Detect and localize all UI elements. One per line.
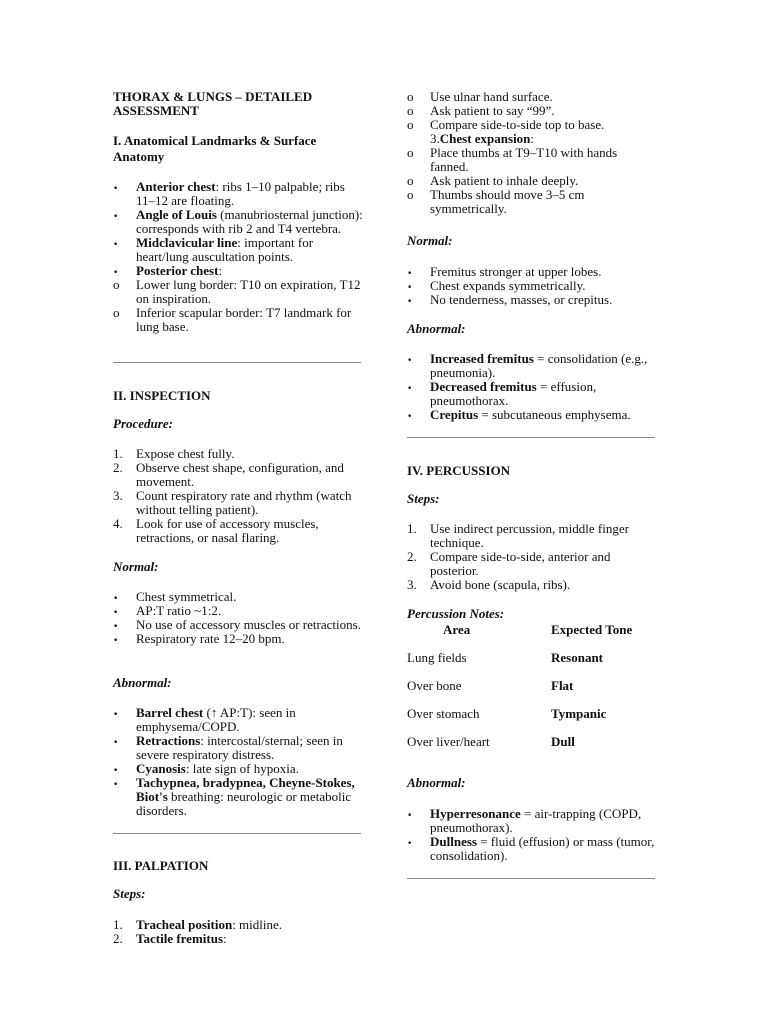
bullet-marker [407,352,412,368]
list-item [407,279,659,293]
list-item-text: Use ulnar hand surface. [430,89,553,104]
table-row [407,679,632,707]
list-item [113,236,365,264]
percussion-steps-list [407,522,659,592]
circle-marker [407,118,414,132]
list-item-text: Respiratory rate 12–20 bpm. [136,631,285,646]
list-item-text: Chest expands symmetrically. [430,278,586,293]
list-item [407,293,659,307]
list-item-text: Thumbs should move 3–5 cm symmetrically. [430,187,585,216]
list-number: 1. [113,446,123,461]
list-item [113,208,365,236]
list-item [407,188,659,216]
list-item-text: Compare side-to-side top to base. [430,117,605,132]
list-item [113,918,365,932]
list-item-bold-term: Posterior chest [136,263,219,278]
circle-marker [407,174,414,188]
table-header-area: Area [443,622,471,637]
list-number: 2. [113,931,123,946]
list-item-bold-term: Midclavicular line [136,235,238,250]
list-item-text: : midline. [232,917,283,932]
list-item [113,180,365,208]
inspection-abnormal-list [113,706,365,818]
list-item-text: Chest symmetrical. [136,589,237,604]
table-cell-area: Over liver/heart [407,734,490,749]
list-item [113,734,365,762]
inspection-normal-list [113,590,365,646]
list-item [113,489,365,517]
list-item [407,408,659,422]
list-item-bold-term: Crepitus [430,407,479,422]
section-4-heading: IV. PERCUSSION [407,463,511,478]
bullet-marker [113,776,118,792]
inspection-abnormal-label: Abnormal: [113,675,172,690]
bullet-marker [407,293,412,309]
divider [407,437,655,438]
bullet-marker [113,734,118,750]
bullet-marker [407,835,412,851]
list-item-text: Observe chest shape, configuration, and movement. [136,460,344,489]
list-item-text: Count respiratory rate and rhythm (watch without telling patient). [136,488,352,517]
title-line-2: ASSESSMENT [113,103,199,118]
list-item-bold-term: Barrel chest [136,705,204,720]
divider [407,878,655,879]
section-1-heading: I. Anatomical Landmarks & Surface Anatomy [113,133,317,164]
list-item-text: Avoid bone (scapula, ribs). [430,577,571,592]
inspection-normal-label: Normal: [113,559,159,574]
table-cell-area: Lung fields [407,650,467,665]
percussion-notes-label: Percussion Notes: [407,606,505,621]
list-item [113,461,365,489]
table-row [407,707,632,735]
list-item-text: = subcutaneous emphysema. [478,407,631,422]
list-item-text: Place thumbs at T9–T10 with hands fanned. [430,145,618,174]
list-number: 1. [407,521,417,536]
list-item-bold-term: Decreased fremitus [430,379,537,394]
list-item-text: No use of accessory muscles or retractions. [136,617,361,632]
list-item [113,762,365,776]
title-line-1: THORAX & LUNGS – DETAILED [113,89,313,104]
palpation-abnormal-label: Abnormal: [407,321,466,336]
list-item [113,604,365,618]
table-cell-tone: Resonant [551,650,604,665]
list-item-text: : [223,931,227,946]
list-item-text: Ask patient to say “99”. [430,103,555,118]
percussion-table [407,623,632,763]
bullet-marker [407,408,412,424]
palpation-abnormal-list [407,352,659,422]
table-cell-tone: Dull [551,734,575,749]
list-item [407,104,659,118]
section-3-heading: III. PALPATION [113,858,209,873]
list-item-text: Ask patient to inhale deeply. [430,173,579,188]
list-number: 2. [113,460,123,475]
list-item [407,522,659,550]
list-item [113,264,365,278]
list-item-bold-term: Angle of Louis [136,207,217,222]
palpation-steps-label: Steps: [113,886,146,901]
list-item [407,118,659,132]
list-item-text: = air-trapping (COPD, pneumothorax). [430,806,642,835]
list-item-bold-term: Tracheal position [136,917,233,932]
list-item [407,578,659,592]
percussion-steps-label: Steps: [407,491,440,506]
list-item [407,174,659,188]
list-item-text: Use indirect percussion, middle finger technique. [430,521,629,550]
procedure-label: Procedure: [113,416,173,431]
list-item [113,306,365,334]
list-item-bold-term: Chest expansion [439,131,531,146]
list-item-text: : [530,131,535,146]
list-item-text: Expose chest fully. [136,446,235,461]
list-item-text: = consolidation (e.g., pneumonia). [430,351,648,380]
circle-marker [407,188,414,202]
list-item-text: Inferior scapular border: T7 landmark for lung base. [136,305,352,334]
table-cell-tone: Flat [551,678,574,693]
list-item-text: Compare side-to-side, anterior and posterior. [430,549,611,578]
table-row [407,651,632,679]
list-number: 3. [430,131,440,146]
list-item [407,146,659,174]
list-item-text: : important for heart/lung auscultation points. [136,235,314,264]
list-item-text: AP:T ratio ~1:2. [136,603,222,618]
bullet-marker [113,632,118,648]
table-cell-area: Over stomach [407,706,480,721]
list-item-text: (↑ AP:T): seen in emphysema/COPD. [136,705,296,734]
bullet-marker [113,208,118,224]
document-title [113,90,312,118]
list-item-text: Look for use of accessory muscles, retractions, or nasal flaring. [136,516,319,545]
list-item-text: : late sign of hypoxia. [185,761,299,776]
list-number: 1. [113,917,123,932]
list-item [407,835,659,863]
list-item-bold-term: Cyanosis [136,761,186,776]
bullet-marker [113,180,118,196]
procedure-list [113,447,365,545]
list-item-text: (manubriosternal junction): corresponds with rib 2 and T4 vertebra. [136,207,363,236]
divider [113,362,361,363]
list-item [407,132,659,146]
list-item [407,550,659,578]
list-item [407,265,659,279]
list-item [407,352,659,380]
list-item [407,90,659,104]
list-item [113,706,365,734]
list-item [113,590,365,604]
list-item-text: Lower lung border: T10 on expiration, T12 on inspiration. [136,277,361,306]
table-row [407,735,632,763]
section-2-heading: II. INSPECTION [113,388,211,403]
list-number: 3. [407,577,417,592]
table-header-row [407,623,632,651]
list-item-bold-term: Hyperresonance [430,806,521,821]
list-item [113,932,365,946]
bullet-marker [113,236,118,252]
list-item-text: = fluid (effusion) or mass (tumor, consolidation). [430,834,655,863]
bullet-marker [407,380,412,396]
divider [113,833,361,834]
list-item-text: = effusion, pneumothorax. [430,379,597,408]
list-number: 2. [407,549,417,564]
palpation-normal-list [407,265,659,307]
palpation-continued-list [407,90,659,216]
table-cell-tone: Tympanic [551,706,607,721]
list-item [113,278,365,306]
circle-marker [113,306,120,320]
list-item-text: Fremitus stronger at upper lobes. [430,264,602,279]
list-item [113,517,365,545]
circle-marker [407,104,414,118]
list-number: 4. [113,516,123,531]
list-item-bold-term: Dullness [430,834,477,849]
percussion-abnormal-label: Abnormal: [407,775,466,790]
bullet-marker [113,706,118,722]
list-number: 3. [113,488,123,503]
circle-marker [407,146,414,160]
table-header-tone: Expected Tone [551,622,633,637]
list-item-text: breathing: neurologic or metabolic disorders. [136,789,352,818]
list-item-bold-term: Tactile fremitus [136,931,224,946]
percussion-abnormal-list [407,807,659,863]
list-item-bold-term: Increased fremitus [430,351,534,366]
list-item-text: : [218,263,223,278]
list-item [113,447,365,461]
list-item-text: : ribs 1–10 palpable; ribs 11–12 are floating. [136,179,345,208]
table-cell-area: Over bone [407,678,462,693]
list-item-bold-term: Tachypnea, bradypnea, Cheyne-Stokes, Biot's [136,775,355,804]
palpation-steps-list [113,918,365,946]
list-item-text: No tenderness, masses, or crepitus. [430,292,613,307]
list-item [113,776,365,818]
section-1-list [113,180,365,334]
palpation-normal-label: Normal: [407,233,453,248]
list-item-bold-term: Anterior chest [136,179,216,194]
list-item [113,618,365,632]
list-item [407,807,659,835]
list-item-bold-term: Retractions [136,733,201,748]
circle-marker [113,278,120,292]
circle-marker [407,90,414,104]
bullet-marker [407,807,412,823]
list-item-text: : intercostal/sternal; seen in severe respiratory distress. [136,733,343,762]
list-item [407,380,659,408]
list-item [113,632,365,646]
